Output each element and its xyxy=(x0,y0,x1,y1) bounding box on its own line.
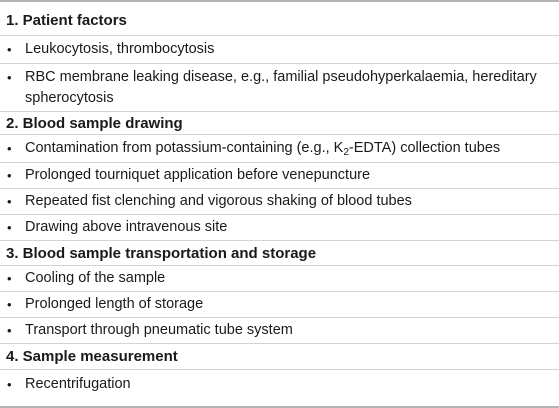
bullet-icon: • xyxy=(7,271,12,286)
text-part: -EDTA) collection tubes xyxy=(348,140,501,156)
bullet-icon: • xyxy=(7,70,12,85)
bullet-icon: • xyxy=(7,323,12,338)
text-part: Contamination from potassium-containing (e.g., K xyxy=(25,140,344,156)
section-heading-text: 4. Sample measurement xyxy=(6,348,178,365)
bullet-icon: • xyxy=(7,297,12,312)
list-item xyxy=(0,292,559,318)
bullet-icon: • xyxy=(7,220,12,235)
section-heading xyxy=(0,241,559,266)
list-item xyxy=(0,64,559,112)
list-item-text: Cooling of the sample xyxy=(25,270,166,286)
list-item xyxy=(0,266,559,292)
list-item xyxy=(0,189,559,215)
section-heading xyxy=(0,112,559,135)
list-item xyxy=(0,36,559,64)
list-item-text: Leukocytosis, thrombocytosis xyxy=(25,41,215,57)
list-item xyxy=(0,135,559,163)
section-heading xyxy=(0,6,559,36)
list-item-text: RBC membrane leaking disease, e.g., familial pseudohyperkalaemia, hereditary spherocytosis xyxy=(25,69,537,106)
list-item xyxy=(0,370,559,398)
section-heading-text: 2. Blood sample drawing xyxy=(6,114,183,132)
bullet-icon: • xyxy=(7,42,12,57)
list-item-text: Prolonged length of storage xyxy=(25,296,204,312)
list-item xyxy=(0,215,559,241)
list-item-text: Drawing above intravenous site xyxy=(25,219,228,235)
section-heading xyxy=(0,344,559,370)
list-item-text xyxy=(25,138,500,159)
bullet-icon: • xyxy=(7,168,12,183)
subscript: 2 xyxy=(343,147,349,158)
list-item-text: Prolonged tourniquet application before venepuncture xyxy=(25,167,371,183)
section-heading-text: 3. Blood sample transportation and storage xyxy=(6,244,317,262)
list-item xyxy=(0,163,559,189)
list-item-text: Recentrifugation xyxy=(25,375,131,392)
list-item-text: Repeated fist clenching and vigorous shaking of blood tubes xyxy=(25,193,412,209)
bullet-icon: • xyxy=(7,141,12,156)
bullet-icon: • xyxy=(7,194,12,209)
section-heading-text: 1. Patient factors xyxy=(6,12,127,29)
list-item-text: Transport through pneumatic tube system xyxy=(25,322,293,338)
list-item xyxy=(0,318,559,344)
bullet-icon: • xyxy=(7,376,12,392)
